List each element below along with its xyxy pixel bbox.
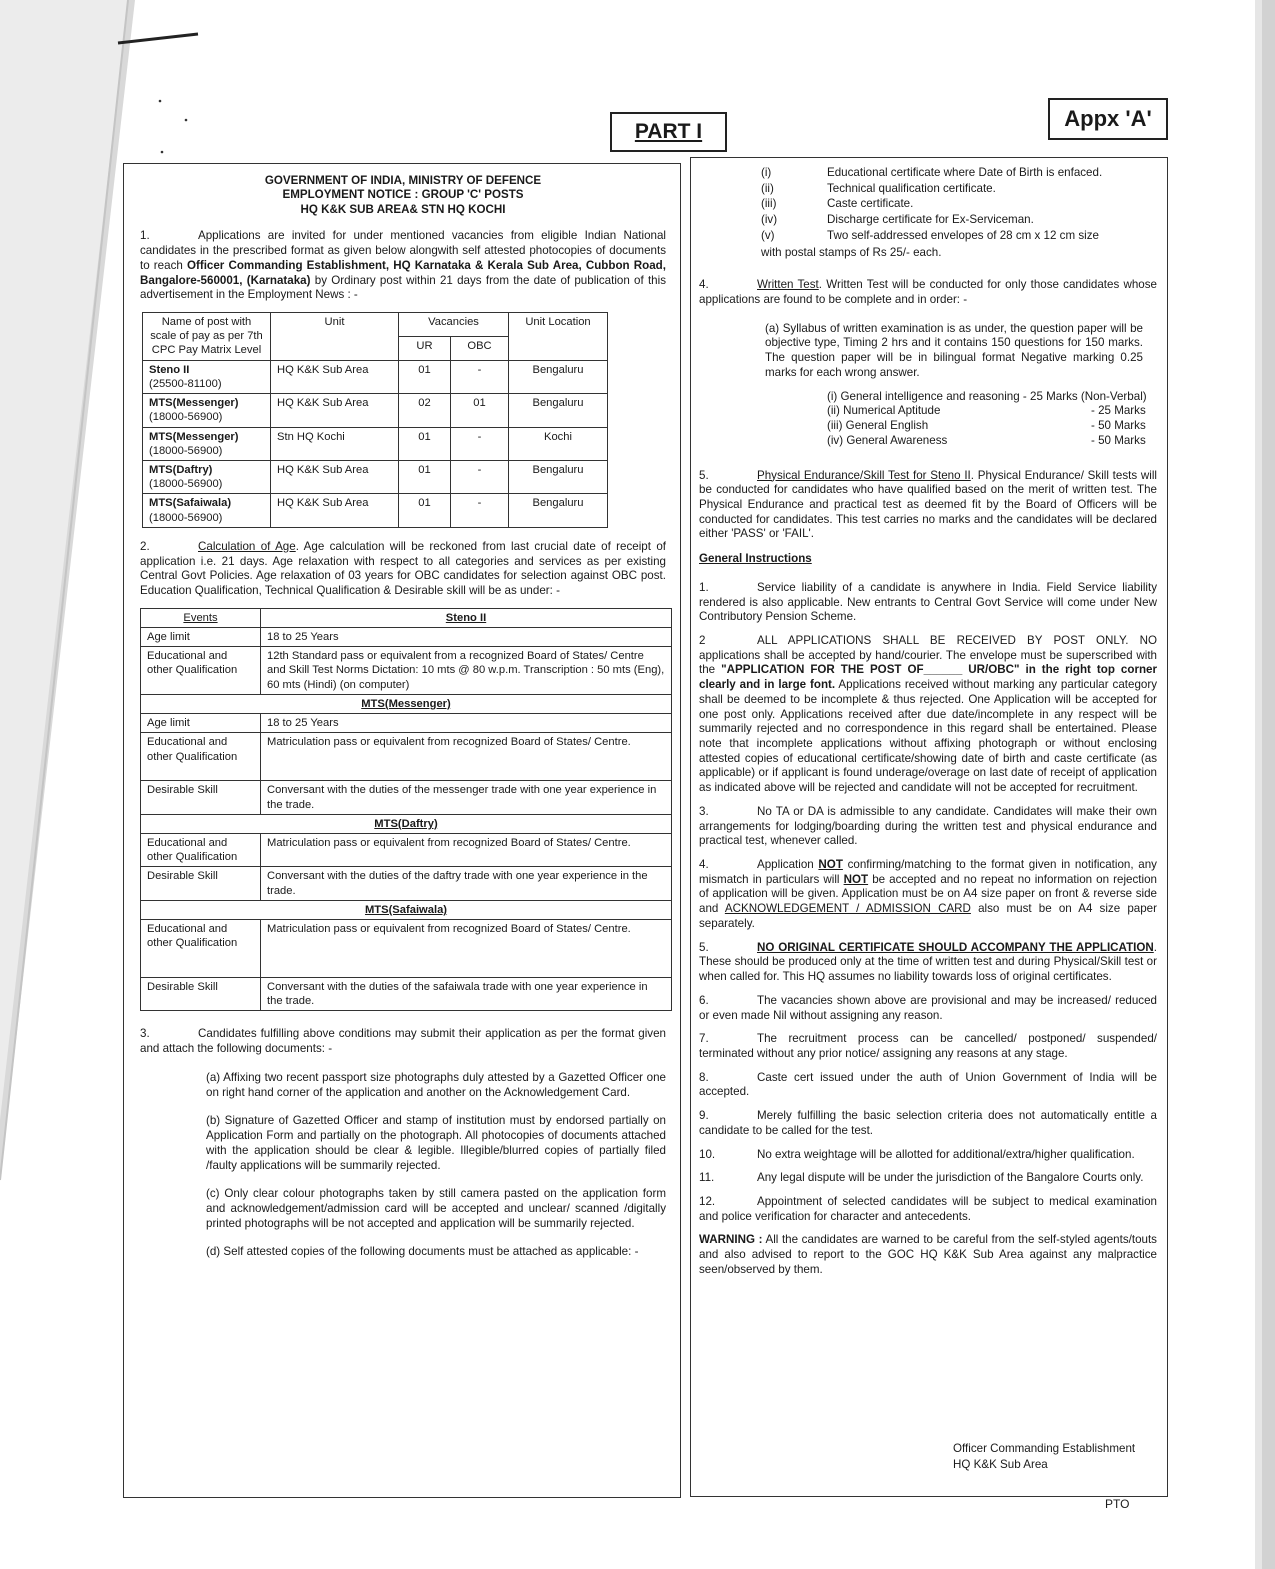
- col-post: Name of post with scale of pay as per 7th CPC Pay Matrix Level: [143, 313, 271, 361]
- para-3c: (c) Only clear colour photographs taken by still camera pasted on the application form and acknowledgement/admission card will be accepted and unclear/ scanned /digitally printed photographs will be not accepted and application will be summarily rejected.: [206, 1187, 666, 1230]
- instruction-1: 1. Service liability of a candidate is anywhere in India. Field Service liability rendered is also applicable. New entrants to Central Govt Service will come under New Contributory Pension Scheme.: [699, 580, 1157, 624]
- para-3b: (b) Signature of Gazetted Officer and stamp of institution must by endorsed partially on Application Form and partially on the photograph. All photocopies of documents attached with the application should be clear & legible. Illegible/blurred copies of partially filed /faulty applications will be summarily rejected.: [206, 1114, 666, 1172]
- instruction-4: 4. Application NOT confirming/matching to the format given in notification, any mismatch in particulars will NOT be accepted and no repeat no information on rejection of application will be given. Application must be on A4 size paper on front & reverse side and ACKNOWLEDGEMENT / ADMISSION CARD also must be on A4 size paper separately.: [699, 858, 1157, 930]
- section-messenger: MTS(Messenger): [141, 694, 672, 713]
- para-5-physical-test: 5. Physical Endurance/Skill Test for Steno II. Physical Endurance/ Skill tests will be conducted for candidates who have qualified based on the merit of written test. The Physical Endurance and practical test as deemed fit by the Board of Officers will be conducted for candidates. This test carries no marks and the candidates will be declared either 'PASS' or 'FAIL'.: [699, 468, 1158, 541]
- instruction-7: 7. The recruitment process can be cancelled/ postponed/ suspended/ terminated without any prior notice/ assigning any reasons at any stage.: [699, 1032, 1157, 1060]
- instruction-10: 10. No extra weightage will be allotted for additional/extra/higher qualification.: [699, 1147, 1135, 1161]
- doc-list-tail: with postal stamps of Rs 25/- each.: [761, 245, 942, 259]
- table-row: Age limit 18 to 25 Years: [141, 627, 672, 646]
- para-3-documents: 3. Candidates fulfilling above conditions may submit their application as per the format given and attach the following documents: -: [140, 1027, 666, 1056]
- warning: WARNING : All the candidates are warned to be careful from the self-styled agents/touts and also advised to report to the GOC HQ K&K Sub Area against any malpractice seen/observed by them.: [699, 1233, 1157, 1276]
- vacancy-table: [142, 312, 608, 528]
- para-1: 1. Applications are invited for under mentioned vacancies from eligible Indian National candidates in the prescribed format as given below alongwith self attested photocopies of documents to reach Officer Commanding Establishment, HQ Karnataka & Kerala Sub Area, Cubbon Road, Bangalore-560001, (Karnataka) by Ordinary post within 21 days from the date of publication of this advertisement in the Employment News : -: [140, 229, 666, 302]
- col-obc: OBC: [451, 336, 509, 360]
- table-row: Desirable Skill Conversant with the duties of the daftry trade with one year experience in the trade.: [141, 867, 672, 900]
- para-4-written-test: 4. Written Test. Written Test will be conducted for only those candidates whose applications are found to be complete and in order: -: [699, 278, 1157, 307]
- list-item: (ii) Technical qualification certificate.: [761, 181, 996, 195]
- col-events: Events: [141, 608, 261, 627]
- table-row: Steno II (25500-81100) HQ K&K Sub Area 01 - Bengaluru: [143, 360, 608, 393]
- table-row: Desirable Skill Conversant with the duties of the messenger trade with one year experience in the trade.: [141, 781, 672, 814]
- instruction-3: 3. No TA or DA is admissible to any candidate. Candidates will make their own arrangements for lodging/boarding during the written test and physical endurance and practical test, whenever called.: [699, 804, 1157, 848]
- table-row: Educational and other Qualification Matriculation pass or equivalent from recognized Board of States/ Centre.: [141, 833, 672, 866]
- left-column: [123, 163, 681, 1498]
- section-steno: Steno II: [261, 608, 672, 627]
- table-row: MTS(Messenger) (18000-56900) HQ K&K Sub Area 02 01 Bengaluru: [143, 394, 608, 427]
- col-vacancies: Vacancies: [399, 313, 509, 337]
- eligibility-table: [140, 608, 672, 1012]
- part-label: PART I: [610, 112, 727, 152]
- table-row: Educational and other Qualification 12th Standard pass or equivalent from a recognized Board of States/ Centre and Skill Test Norms Dictation: 10 mts @ 80 w.p.m. Transcription : 50 mts (Eng), 60 mts (Hindi) (on computer): [141, 647, 672, 695]
- document-list: [761, 166, 1157, 244]
- notice-heading: GOVERNMENT OF INDIA, MINISTRY OF DEFENCE EMPLOYMENT NOTICE : GROUP 'C' POSTS HQ K&K SUB AREA& STN HQ KOCHI: [264, 174, 542, 216]
- right-column: [690, 157, 1168, 1497]
- instruction-5: 5. NO ORIGINAL CERTIFICATE SHOULD ACCOMPANY THE APPLICATION. These should be produced only at the time of written test and during Physical/Skill test or when called for. This HQ assumes no liability towards loss of original certificates.: [699, 940, 1157, 984]
- instruction-9: 9. Merely fulfilling the basic selection criteria does not automatically entitle a candidate to be called for the test.: [699, 1109, 1157, 1137]
- list-item: (iv) General Awareness - 50 Marks: [827, 433, 1146, 447]
- table-row: MTS(Safaiwala) (18000-56900) HQ K&K Sub Area 01 - Bengaluru: [143, 494, 608, 527]
- table-row: MTS(Daftry) (18000-56900) HQ K&K Sub Area 01 - Bengaluru: [143, 461, 608, 494]
- list-item: (iv) Discharge certificate for Ex-Serviceman.: [761, 213, 1034, 227]
- table-row: Educational and other Qualification Matriculation pass or equivalent from recognized Board of States/ Centre.: [141, 733, 672, 781]
- list-item: (i) General intelligence and reasoning - 25 Marks (Non-Verbal): [827, 389, 1147, 403]
- list-item: (v) Two self-addressed envelopes of 28 cm x 12 cm size: [761, 228, 1099, 242]
- instruction-6: 6. The vacancies shown above are provisional and may be increased/ reduced or even made Nil without assigning any reason.: [699, 993, 1157, 1022]
- appendix-label: Appx 'A': [1048, 98, 1168, 140]
- list-item: (iii) Caste certificate.: [761, 197, 914, 211]
- marks-list: [827, 390, 1157, 449]
- pto-label: PTO: [1105, 1497, 1130, 1511]
- table-row: Educational and other Qualification Matriculation pass or equivalent from recognized Board of States/ Centre.: [141, 920, 672, 978]
- section-safaiwala: MTS(Safaiwala): [141, 900, 672, 919]
- col-ur: UR: [399, 336, 451, 360]
- table-row: Age limit 18 to 25 Years: [141, 714, 672, 733]
- list-item: (i) Educational certificate where Date of Birth is enfaced.: [761, 166, 1103, 179]
- col-unit: Unit: [271, 313, 399, 361]
- instruction-2: 2 ALL APPLICATIONS SHALL BE RECEIVED BY POST ONLY. NO applications shall be accepted by hand/courier. The envelope must be superscribed with the "APPLICATION FOR THE POST OF______ UR/OBC" in the right top corner clearly and in large font. Applications received without marking any particular category shall be deemed to be incomplete & thus rejected. One Application will be accepted for one post only. Applications received after due date/incomplete in any respect will be summarily rejected and no correspondence in this regard shall be entertained. Please note that incomplete applications without affixing photograph or without enclosing attested copies of educational certificate/showing date of birth and caste certificate (as applicable) or if applicant is found underage/overage on last date of receipt of application as indicated above will be rejected and candidate will not be accepted for recruitment.: [699, 633, 1157, 795]
- general-instructions-title: General Instructions: [699, 552, 812, 566]
- table-row: Desirable Skill Conversant with the duties of the safaiwala trade with one year experience in the trade.: [141, 978, 672, 1011]
- signature-block: Officer Commanding Establishment HQ K&K Sub Area: [953, 1442, 1136, 1471]
- section-daftry: MTS(Daftry): [141, 814, 672, 833]
- instruction-11: 11. Any legal dispute will be under the jurisdiction of the Bangalore Courts only.: [699, 1171, 1144, 1185]
- instruction-12: 12. Appointment of selected candidates will be subject to medical examination and police verification for character and antecedents.: [699, 1194, 1157, 1223]
- instruction-8: 8. Caste cert issued under the auth of Union Government of India will be accepted.: [699, 1070, 1157, 1099]
- list-item: (ii) Numerical Aptitude - 25 Marks: [827, 404, 1146, 418]
- para-3a: (a) Affixing two recent passport size photographs duly attested by a Gazetted Officer one on right hand corner of the application and another on the Acknowledgement Card.: [206, 1070, 666, 1099]
- para-2-age: 2. Calculation of Age. Age calculation will be reckoned from last crucial date of receipt of application i.e. 21 days. Age relaxation with respect to all categories and services as per existing Central Govt Policies. Age relaxation of 03 years for OBC candidates for selection against OBC post. Education Qualification, Technical Qualification & Desirable skill will be as under: -: [140, 539, 666, 598]
- table-row: MTS(Messenger) (18000-56900) Stn HQ Kochi 01 - Kochi: [143, 427, 608, 460]
- col-location: Unit Location: [509, 313, 608, 361]
- para-4a-syllabus: (a) Syllabus of written examination is as under, the question paper will be objective type, Timing 2 hrs and it contains 150 questions for 150 marks. The question paper will be in bilingual format Negative marking 0.25 marks for each wrong answer.: [765, 321, 1143, 379]
- list-item: (iii) General English - 50 Marks: [827, 419, 1146, 433]
- para-3d: (d) Self attested copies of the following documents must be attached as applicable: -: [206, 1245, 639, 1259]
